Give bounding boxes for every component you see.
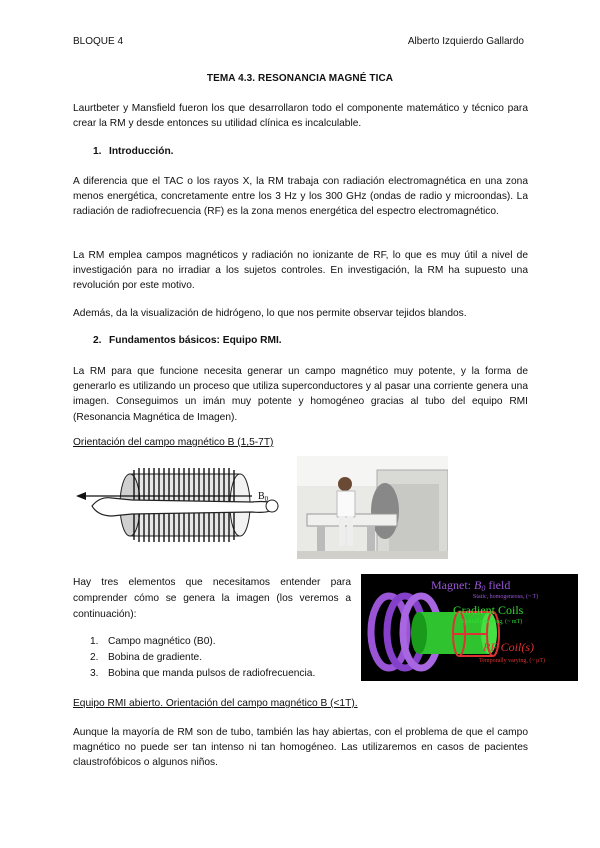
- section-heading-2: [93, 335, 282, 346]
- figure-caption-2: Equipo RMI abierto. Orientación del campo magnético B (<1T).: [73, 698, 358, 709]
- section-number: 1.: [93, 146, 102, 157]
- b0-label: $B_0$: [258, 491, 269, 503]
- magnet-coil-figure: [72, 462, 287, 547]
- paragraph-1: A diferencia que el TAC o los rayos X, la RM trabaja con radiación electromagnética en una zona menos energética, concretamente entre los 3 Hz y los 300 GHz (ondas de radio y microondas). La radiación de radiofrecuencia (RF) es la zona menos energética del espectro electromagnético.: [73, 176, 528, 218]
- section-title: Introducción.: [109, 146, 174, 157]
- magnet-label: Magnet: B0 field: [431, 578, 511, 593]
- list-item: 1. Campo magnético (B0).: [90, 636, 216, 647]
- section-heading-1: [93, 146, 174, 157]
- figure-caption-1: Orientación del campo magnético B (1,5-7T): [73, 437, 274, 448]
- paragraph-4: La RM para que funcione necesita generar un campo magnético muy potente, y la forma de generarlo es utilizando un proceso que utiliza superconductores y al pasar una corriente genera una imagen. Conseguimos un imán muy potente y homogéneo gracias al tubo del equipo RMI (Resonancia Magnética de Imagen).: [73, 366, 528, 423]
- rf-label: RF Coil(s): [483, 640, 534, 654]
- paragraph-3: Además, da la visualización de hidrógeno, lo que nos permite observar tejidos blandos.: [73, 308, 467, 319]
- magnet-note: Static, homogeneous, (~ T): [473, 594, 539, 600]
- mri-components-diagram: [361, 574, 578, 681]
- section-title: Fundamentos básicos: Equipo RMI.: [109, 335, 282, 346]
- header-right: Alberto Izquierdo Gallardo: [407, 36, 524, 47]
- section-number: 2.: [93, 335, 102, 346]
- paragraph-2: La RM emplea campos magnéticos y radiación no ionizante de RF, lo que es muy útil a nivel de investigación para no irradiar a los sujetos controles. En investigación, la RM ha supuesto una revolución por este motivo.: [73, 250, 528, 292]
- mri-machine-photo: [297, 456, 448, 559]
- page-title: TEMA 4.3. RESONANCIA MAGNÉ TICA: [206, 73, 394, 84]
- list-item: 2. Bobina de gradiente.: [90, 652, 203, 663]
- rf-note: Temporally varying, (~ μT): [479, 658, 546, 664]
- gradient-label: Gradient Coils: [453, 603, 524, 617]
- paragraph-5: Hay tres elementos que necesitamos entender para comprender cómo se genera la imagen (los veremos a continuación):: [73, 577, 351, 620]
- header-left: BLOQUE 4: [73, 36, 124, 47]
- intro-paragraph: Laurtbeter y Mansfield fueron los que desarrollaron todo el componente matemático y técnico para crear la RM y desde entonces su utilidad clínica es incalculable.: [73, 103, 528, 130]
- paragraph-6: Aunque la mayoría de RM son de tubo, también las hay abiertas, con el problema de que el campo magnético no puede ser tan intenso ni tan homogéneo. Las utilizaremos en casos de pacientes claustrofóbicos o algunos niños.: [73, 727, 528, 769]
- list-item: 3. Bobina que manda pulsos de radiofrecuencia.: [90, 668, 316, 679]
- gradient-note: Spatially varying, (~ mT): [461, 619, 523, 625]
